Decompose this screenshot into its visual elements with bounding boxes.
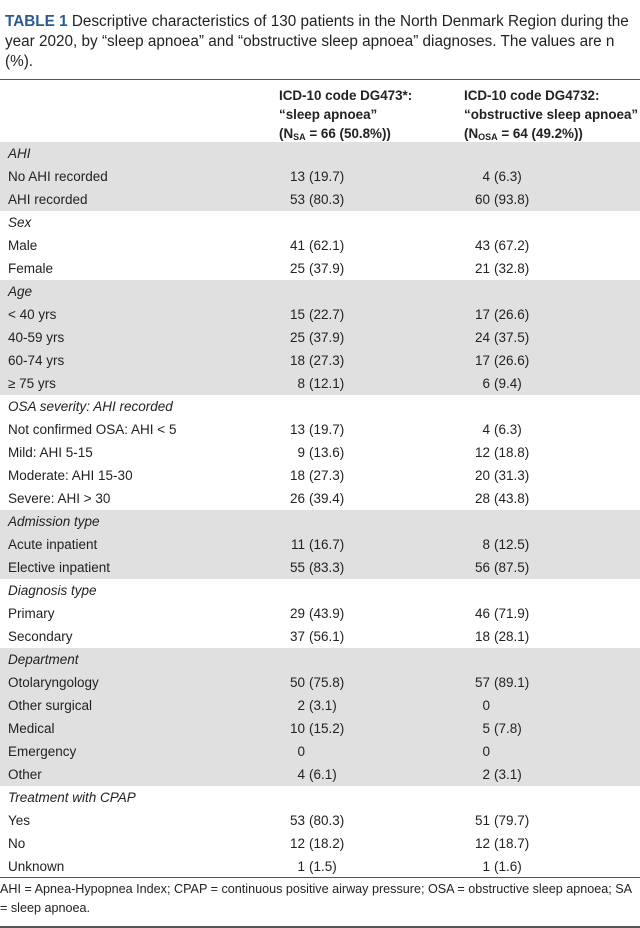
cell-obstructive-sleep-apnoea — [464, 717, 554, 740]
table-footnote: AHI = Apnea-Hypopnea Index; CPAP = continuous positive airway pressure; OSA = obstructive sleep apnoea; SA = sleep apnoea. — [0, 882, 632, 915]
cell-sleep-apnoea — [279, 234, 369, 257]
cell-sleep-apnoea — [279, 418, 369, 441]
cell-count: 18 — [474, 629, 490, 644]
cell-count: 12 — [289, 836, 305, 851]
cell-percent: (37.9) — [309, 330, 345, 345]
cell-count: 1 — [482, 859, 490, 874]
table-row — [0, 165, 640, 188]
section-header — [0, 579, 640, 602]
row-label: Moderate: AHI 15-30 — [8, 468, 133, 483]
section-header — [0, 142, 640, 165]
cell-count: 11 — [290, 537, 305, 552]
section-title: Treatment with CPAP — [8, 790, 136, 805]
cell-sleep-apnoea — [279, 809, 369, 832]
table-row — [0, 832, 640, 855]
table-row — [0, 487, 640, 510]
section-title: AHI — [8, 146, 31, 161]
cell-percent: (89.1) — [494, 675, 530, 690]
cell-obstructive-sleep-apnoea — [464, 372, 554, 395]
cell-percent: (79.7) — [494, 813, 530, 828]
cell-count: 50 — [289, 675, 305, 690]
cell-percent: (37.9) — [309, 261, 345, 276]
table-row — [0, 671, 640, 694]
top-rule — [0, 79, 640, 80]
table-row — [0, 556, 640, 579]
cell-percent: (75.8) — [309, 675, 345, 690]
column-header-count: ($N_{SA} = 66$ (50.8%)) — [279, 126, 391, 142]
cell-percent: (7.8) — [494, 721, 522, 736]
table-row — [0, 234, 640, 257]
cell-count: 41 — [289, 238, 305, 253]
cell-count: 17 — [474, 307, 490, 322]
cell-sleep-apnoea — [279, 372, 369, 395]
cell-count: 13 — [289, 422, 305, 437]
table-row — [0, 855, 640, 878]
section-header — [0, 280, 640, 303]
cell-percent: (37.5) — [494, 330, 530, 345]
cell-sleep-apnoea — [279, 832, 369, 855]
table-row — [0, 625, 640, 648]
caption-text: Descriptive characteristics of 130 patients in the North Denmark Region during the year 2020, by “sleep apnoea” and “obstructive sleep apnoea” diagnoses. The values are n (%). — [5, 13, 629, 70]
cell-obstructive-sleep-apnoea — [464, 188, 554, 211]
cell-percent: (83.3) — [309, 560, 345, 575]
row-label: Female — [8, 261, 54, 276]
cell-obstructive-sleep-apnoea — [464, 855, 554, 878]
cell-obstructive-sleep-apnoea — [464, 464, 554, 487]
section-header — [0, 510, 640, 533]
cell-percent: (6.3) — [494, 169, 522, 184]
cell-sleep-apnoea — [279, 533, 369, 556]
table-row — [0, 717, 640, 740]
section-title: Department — [8, 652, 79, 667]
cell-count: 20 — [474, 468, 490, 483]
cell-obstructive-sleep-apnoea — [464, 556, 554, 579]
cell-percent: (12.5) — [494, 537, 530, 552]
bottom-rule — [0, 877, 640, 878]
cell-count: 8 — [297, 376, 305, 391]
cell-percent: (87.5) — [494, 560, 530, 575]
cell-percent: (43.8) — [494, 491, 530, 506]
table-row — [0, 441, 640, 464]
cell-percent: (80.3) — [309, 192, 345, 207]
cell-count: 8 — [482, 537, 490, 552]
cell-count: 57 — [474, 675, 490, 690]
cell-percent: (6.3) — [494, 422, 522, 437]
cell-obstructive-sleep-apnoea — [464, 303, 554, 326]
cell-percent: (13.6) — [309, 445, 345, 460]
row-label: Otolaryngology — [8, 675, 99, 690]
table-row — [0, 763, 640, 786]
row-label: Emergency — [8, 744, 77, 759]
row-label: Not confirmed OSA: AHI < 5 — [8, 422, 177, 437]
cell-count: 25 — [289, 330, 305, 345]
cell-count: 46 — [474, 606, 490, 621]
cell-percent: (6.1) — [309, 767, 337, 782]
cell-count: 1 — [297, 859, 305, 874]
cell-count: 21 — [474, 261, 490, 276]
cell-percent: (26.6) — [494, 307, 530, 322]
cell-count: 2 — [297, 698, 305, 713]
cell-obstructive-sleep-apnoea — [464, 832, 554, 855]
cell-obstructive-sleep-apnoea — [464, 234, 554, 257]
row-label: Male — [8, 238, 38, 253]
table-row — [0, 188, 640, 211]
cell-obstructive-sleep-apnoea — [464, 418, 554, 441]
cell-percent: (1.6) — [494, 859, 522, 874]
section-title: Sex — [8, 215, 32, 230]
cell-count: 17 — [474, 353, 490, 368]
cell-obstructive-sleep-apnoea — [464, 809, 554, 832]
cell-percent: (18.7) — [494, 836, 530, 851]
row-label: Other surgical — [8, 698, 93, 713]
cell-percent: (15.2) — [309, 721, 345, 736]
cell-percent: (31.3) — [494, 468, 530, 483]
section-header — [0, 211, 640, 234]
cell-percent: (19.7) — [309, 422, 345, 437]
row-label: Other — [8, 767, 42, 782]
cell-percent: (32.8) — [494, 261, 530, 276]
cell-count: 53 — [289, 192, 305, 207]
cell-obstructive-sleep-apnoea — [464, 625, 554, 648]
cell-obstructive-sleep-apnoea — [464, 533, 554, 556]
cell-count: 5 — [482, 721, 490, 736]
table-caption — [5, 12, 630, 72]
row-label: Elective inpatient — [8, 560, 111, 575]
cell-percent: (3.1) — [309, 698, 337, 713]
cell-count: 60 — [474, 192, 490, 207]
cell-count: 18 — [289, 353, 305, 368]
cell-percent: (27.3) — [309, 468, 345, 483]
cell-count: 6 — [482, 376, 490, 391]
cell-percent: (3.1) — [494, 767, 522, 782]
cell-count: 53 — [289, 813, 305, 828]
row-label: Acute inpatient — [8, 537, 98, 552]
cell-sleep-apnoea — [279, 464, 369, 487]
cell-count: 15 — [289, 307, 305, 322]
cell-count: 13 — [289, 169, 305, 184]
table-row — [0, 418, 640, 441]
column-header-diagnosis: “sleep apnoea” — [279, 107, 378, 122]
cell-sleep-apnoea — [279, 625, 369, 648]
cell-sleep-apnoea — [279, 694, 369, 717]
cell-sleep-apnoea — [279, 188, 369, 211]
cell-percent: (22.7) — [309, 307, 345, 322]
cell-count: 55 — [289, 560, 305, 575]
cell-percent: (62.1) — [309, 238, 345, 253]
cell-obstructive-sleep-apnoea — [464, 763, 554, 786]
cell-count: 56 — [474, 560, 490, 575]
cell-obstructive-sleep-apnoea — [464, 487, 554, 510]
cell-count: 29 — [289, 606, 305, 621]
cell-obstructive-sleep-apnoea — [464, 165, 554, 188]
cell-percent: (27.3) — [309, 353, 345, 368]
table-label: TABLE 1 — [5, 13, 68, 30]
row-label: Yes — [8, 813, 31, 828]
cell-count: 43 — [474, 238, 490, 253]
cell-percent: (9.4) — [494, 376, 522, 391]
cell-percent: (16.7) — [309, 537, 345, 552]
cell-count: 0 — [297, 744, 305, 759]
row-label: 40-59 yrs — [8, 330, 65, 345]
cell-sleep-apnoea — [279, 740, 369, 763]
cell-sleep-apnoea — [279, 717, 369, 740]
cell-percent: (19.7) — [309, 169, 345, 184]
column-header-sleep-apnoea — [279, 86, 412, 147]
table-row — [0, 809, 640, 832]
cell-count: 0 — [482, 698, 490, 713]
row-label: AHI recorded — [8, 192, 88, 207]
cell-count: 37 — [289, 629, 305, 644]
cell-sleep-apnoea — [279, 602, 369, 625]
cell-count: 18 — [289, 468, 305, 483]
cell-count: 12 — [474, 836, 490, 851]
column-header-code: ICD-10 code DG473*: — [279, 88, 413, 103]
cell-percent: (18.8) — [494, 445, 530, 460]
cell-count: 26 — [289, 491, 305, 506]
row-label: < 40 yrs — [8, 307, 57, 322]
cell-count: 25 — [289, 261, 305, 276]
column-header-count: ($N_{OSA} = 64$ (49.2%)) — [464, 126, 583, 142]
data-table — [0, 142, 640, 878]
row-label: Unknown — [8, 859, 65, 874]
cell-sleep-apnoea — [279, 326, 369, 349]
cell-percent: (26.6) — [494, 353, 530, 368]
cell-count: 51 — [474, 813, 490, 828]
section-header — [0, 786, 640, 809]
cell-count: 10 — [289, 721, 305, 736]
row-label: Secondary — [8, 629, 73, 644]
cell-percent: (1.5) — [309, 859, 337, 874]
table-row — [0, 303, 640, 326]
section-header — [0, 648, 640, 671]
cell-sleep-apnoea — [279, 556, 369, 579]
cell-percent: (28.1) — [494, 629, 530, 644]
cell-obstructive-sleep-apnoea — [464, 602, 554, 625]
cell-sleep-apnoea — [279, 349, 369, 372]
section-title: OSA severity: AHI recorded — [8, 399, 173, 414]
table-row — [0, 602, 640, 625]
table-row — [0, 257, 640, 280]
cell-count: 4 — [297, 767, 305, 782]
cell-obstructive-sleep-apnoea — [464, 441, 554, 464]
table-row — [0, 533, 640, 556]
row-label: Primary — [8, 606, 55, 621]
cell-sleep-apnoea — [279, 671, 369, 694]
cell-percent: (93.8) — [494, 192, 530, 207]
cell-count: 0 — [482, 744, 490, 759]
row-label: Medical — [8, 721, 55, 736]
cell-sleep-apnoea — [279, 303, 369, 326]
row-label: Severe: AHI > 30 — [8, 491, 111, 506]
cell-percent: (80.3) — [309, 813, 345, 828]
section-header — [0, 395, 640, 418]
table-row — [0, 349, 640, 372]
row-label: ≥ 75 yrs — [8, 376, 56, 391]
cell-sleep-apnoea — [279, 257, 369, 280]
cell-obstructive-sleep-apnoea — [464, 671, 554, 694]
cell-count: 4 — [482, 169, 490, 184]
section-title: Age — [8, 284, 33, 299]
cell-obstructive-sleep-apnoea — [464, 740, 554, 763]
column-header-code: ICD-10 code DG4732: — [464, 88, 600, 103]
cell-percent: (67.2) — [494, 238, 530, 253]
cell-obstructive-sleep-apnoea — [464, 257, 554, 280]
table-row — [0, 372, 640, 395]
cell-sleep-apnoea — [279, 487, 369, 510]
cell-count: 4 — [482, 422, 490, 437]
cell-count: 12 — [474, 445, 490, 460]
section-title: Admission type — [8, 514, 100, 529]
table-row — [0, 740, 640, 763]
section-title: Diagnosis type — [8, 583, 97, 598]
cell-percent: (18.2) — [309, 836, 345, 851]
cell-obstructive-sleep-apnoea — [464, 694, 554, 717]
cell-count: 2 — [482, 767, 490, 782]
cell-percent: (12.1) — [309, 376, 345, 391]
cell-percent: (39.4) — [309, 491, 345, 506]
table-row — [0, 694, 640, 717]
table-row — [0, 326, 640, 349]
cell-count: 24 — [474, 330, 490, 345]
cell-percent: (43.9) — [309, 606, 345, 621]
row-label: Mild: AHI 5-15 — [8, 445, 93, 460]
row-label: 60-74 yrs — [8, 353, 65, 368]
column-header-diagnosis: “obstructive sleep apnoea” — [464, 107, 639, 122]
cell-obstructive-sleep-apnoea — [464, 349, 554, 372]
table-row — [0, 464, 640, 487]
cell-percent: (56.1) — [309, 629, 345, 644]
cell-count: 28 — [474, 491, 490, 506]
cell-count: 9 — [297, 445, 305, 460]
cell-sleep-apnoea — [279, 441, 369, 464]
cell-percent: (71.9) — [494, 606, 530, 621]
row-label: No — [8, 836, 26, 851]
cell-sleep-apnoea — [279, 763, 369, 786]
cell-sleep-apnoea — [279, 855, 369, 878]
row-label: No AHI recorded — [8, 169, 108, 184]
column-header-obstructive-sleep-apnoea — [464, 86, 638, 147]
cell-obstructive-sleep-apnoea — [464, 326, 554, 349]
cell-sleep-apnoea — [279, 165, 369, 188]
